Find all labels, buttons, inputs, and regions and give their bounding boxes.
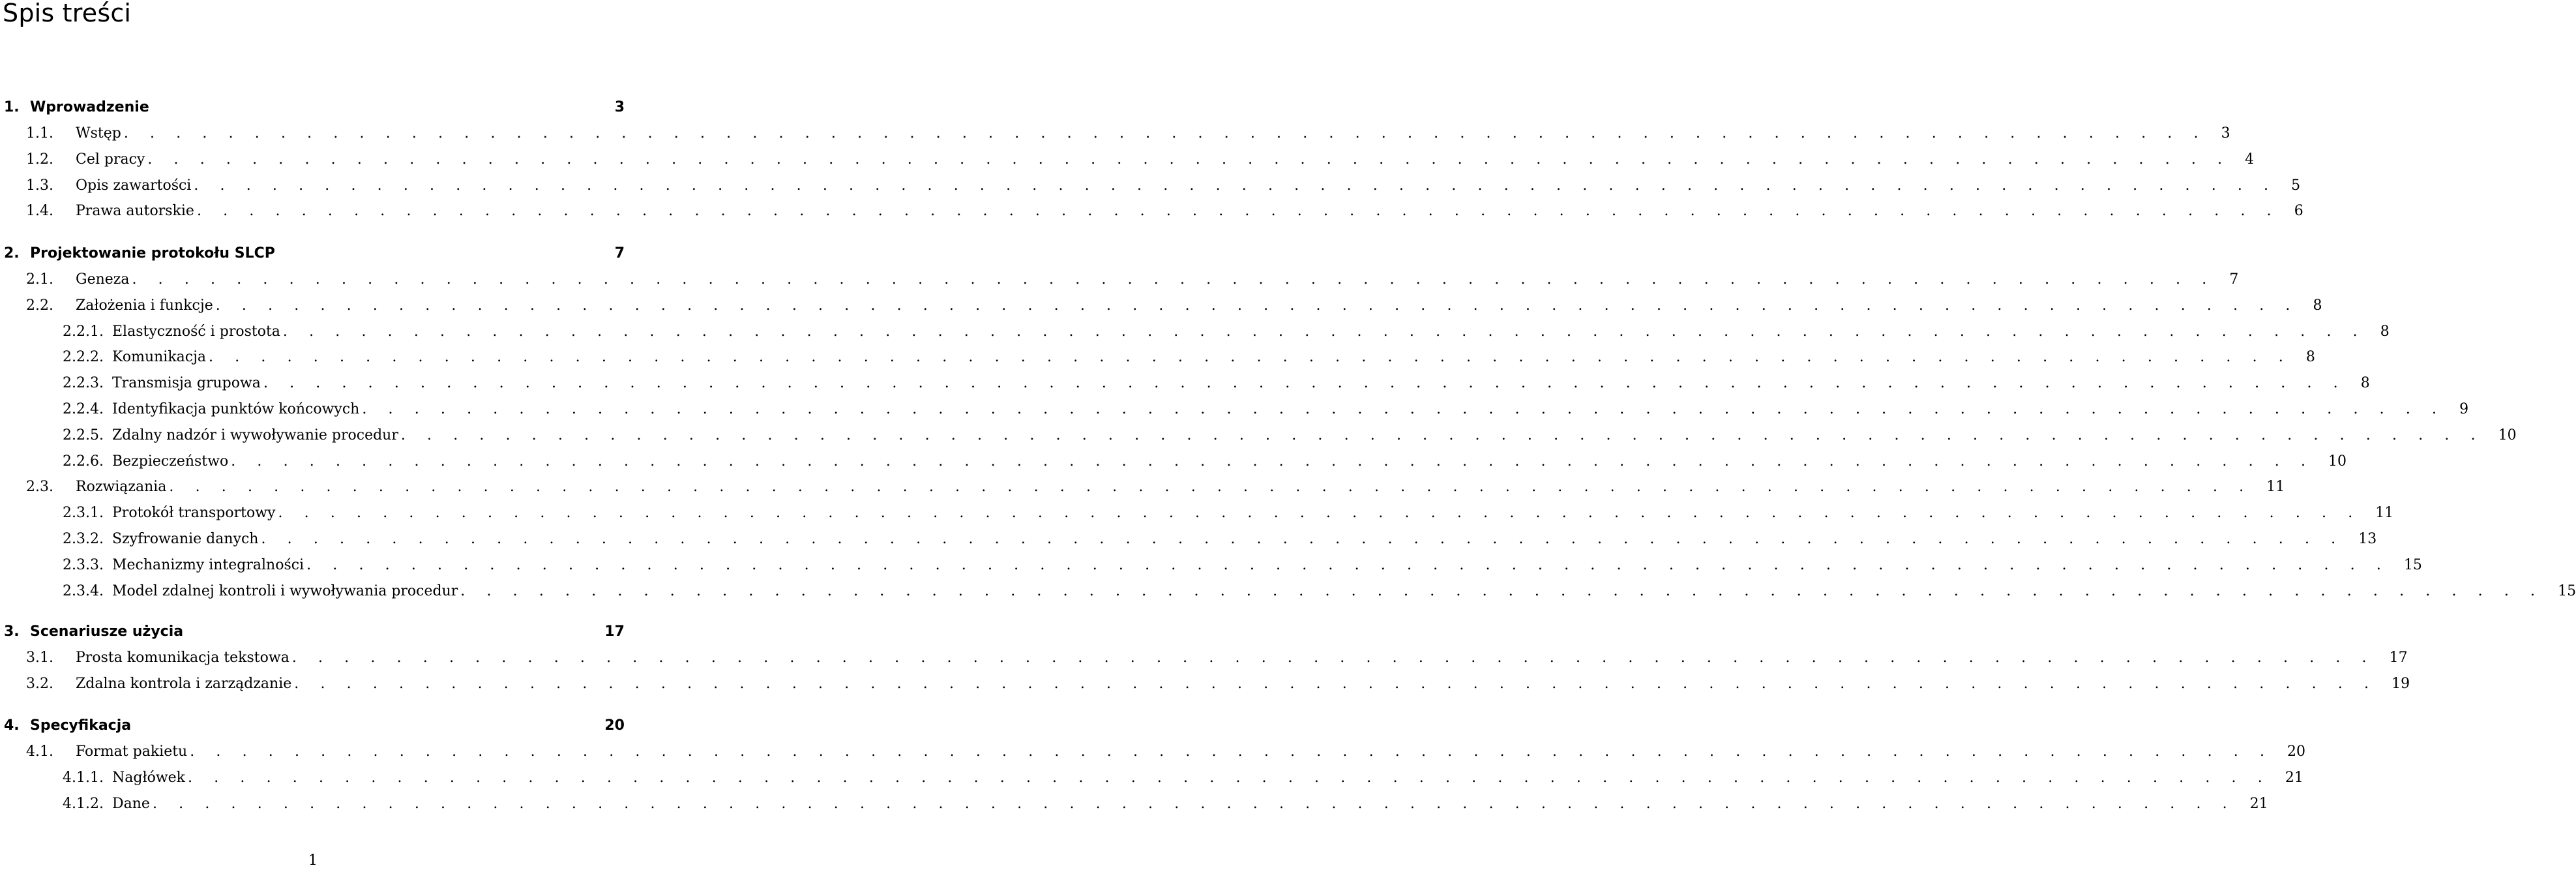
toc-subsection-entry[interactable] <box>63 530 2377 549</box>
entry-page-number: 11 <box>2266 479 2285 496</box>
entry-page-number: 8 <box>2305 349 2315 366</box>
page-number: 1 <box>308 852 318 869</box>
chapter-number: 3. <box>4 623 20 640</box>
dot-leader: . . . . . . . . . . . . . . . . . . . . . . . . . . . . . . . . . . . . . . . . . . . . . . . . . . . . . . . . . . . . . . . . . . . . . . . . . . . . . . . . <box>190 743 2273 760</box>
entry-page-number: 9 <box>2459 401 2469 417</box>
entry-title: Nagłówek <box>112 769 186 786</box>
entry-title: Bezpieczeństwo <box>112 453 229 470</box>
toc-subsection-entry[interactable] <box>63 322 2390 342</box>
dot-leader: . . . . . . . . . . . . . . . . . . . . . . . . . . . . . . . . . . . . . . . . . . . . . . . . . . . . . . . . . . . . . . . . . . . . . . . . . . . . . . . . <box>278 505 2361 522</box>
entry-page-number: 20 <box>2287 743 2306 760</box>
entry-page-number: 13 <box>2358 531 2377 547</box>
chapter-page-number: 20 <box>604 717 625 734</box>
entry-page-number: 15 <box>2403 556 2422 573</box>
entry-number: 2.1. <box>26 271 53 288</box>
entry-title: Opis zawartości <box>76 177 192 194</box>
entry-title: Wstęp <box>76 125 121 142</box>
toc-section-entry[interactable] <box>26 742 2306 762</box>
dot-leader: . . . . . . . . . . . . . . . . . . . . . . . . . . . . . . . . . . . . . . . . . . . . . . . . . . . . . . . . . . . . . . . . . . . . . . . . . . . . . . . . <box>132 271 2215 288</box>
entry-number: 3.1. <box>26 650 53 666</box>
toc-chapter-entry[interactable] <box>4 98 625 117</box>
entry-title: Rozwiązania <box>76 479 167 496</box>
entry-page-number: 8 <box>2313 297 2322 314</box>
entry-title: Identyfikacja punktów końcowych <box>112 401 360 417</box>
entry-page-number: 8 <box>2360 375 2370 392</box>
entry-number: 2.2.2. <box>63 349 104 366</box>
toc-chapter-entry[interactable] <box>4 244 625 263</box>
entry-page-number: 19 <box>2391 675 2410 692</box>
entry-title: Format pakietu <box>76 743 188 760</box>
toc-subsection-entry[interactable] <box>63 348 2315 367</box>
entry-page-number: 5 <box>2291 177 2301 194</box>
entry-title: Elastyczność i prostota <box>112 323 280 340</box>
entry-number: 2.3.1. <box>63 505 104 522</box>
dot-leader: . . . . . . . . . . . . . . . . . . . . . . . . . . . . . . . . . . . . . . . . . . . . . . . . . . . . . . . . . . . . . . . . . . . . . . . . . . . . . . . . <box>123 125 2207 142</box>
toc-subsection-entry[interactable] <box>63 400 2469 419</box>
dot-leader: . . . . . . . . . . . . . . . . . . . . . . . . . . . . . . . . . . . . . . . . . . . . . . . . . . . . . . . . . . . . . . . . . . . . . . . . . . . . . . . . <box>460 582 2544 599</box>
chapter-title: Wprowadzenie <box>30 99 149 115</box>
entry-page-number: 21 <box>2249 795 2268 812</box>
toc-subsection-entry[interactable] <box>63 768 2303 788</box>
entry-number: 2.3.4. <box>63 582 104 599</box>
chapter-title: Specyfikacja <box>30 717 132 734</box>
dot-leader: . . . . . . . . . . . . . . . . . . . . . . . . . . . . . . . . . . . . . . . . . . . . . . . . . . . . . . . . . . . . . . . . . . . . . . . . . . . . . . . . <box>169 479 2253 496</box>
toc-subsection-entry[interactable] <box>63 452 2347 472</box>
entry-page-number: 6 <box>2294 203 2303 220</box>
entry-page-number: 11 <box>2375 505 2394 522</box>
toc-section-entry[interactable] <box>26 150 2255 170</box>
toc-subsection-entry[interactable] <box>63 582 2576 601</box>
dot-leader: . . . . . . . . . . . . . . . . . . . . . . . . . . . . . . . . . . . . . . . . . . . . . . . . . . . . . . . . . . . . . . . . . . . . . . . . . . . . . . . . <box>261 531 2345 547</box>
entry-page-number: 21 <box>2285 769 2303 786</box>
entry-title: Transmisja grupowa <box>112 375 261 392</box>
chapter-number: 1. <box>4 99 20 115</box>
entry-number: 1.1. <box>26 125 53 142</box>
dot-leader: . . . . . . . . . . . . . . . . . . . . . . . . . . . . . . . . . . . . . . . . . . . . . . . . . . . . . . . . . . . . . . . . . . . . . . . . . . . . . . . . <box>152 795 2236 812</box>
entry-title: Zdalny nadzór i wywoływanie procedur <box>112 427 398 443</box>
dot-leader: . . . . . . . . . . . . . . . . . . . . . . . . . . . . . . . . . . . . . . . . . . . . . . . . . . . . . . . . . . . . . . . . . . . . . . . . . . . . . . . . <box>194 177 2277 194</box>
toc-chapter-entry[interactable] <box>4 622 625 642</box>
toc-subsection-entry[interactable] <box>63 374 2370 393</box>
toc-chapter-entry[interactable] <box>4 716 625 736</box>
entry-page-number: 15 <box>2558 582 2576 599</box>
toc-title: Spis treści <box>3 0 132 27</box>
chapter-page-number: 7 <box>614 245 625 262</box>
toc-section-entry[interactable] <box>26 674 2410 694</box>
entry-number: 4.1. <box>26 743 53 760</box>
entry-title: Model zdalnej kontroli i wywoływania procedur <box>112 582 458 599</box>
entry-page-number: 8 <box>2380 323 2390 340</box>
entry-title: Dane <box>112 795 150 812</box>
entry-page-number: 3 <box>2221 125 2230 142</box>
dot-leader: . . . . . . . . . . . . . . . . . . . . . . . . . . . . . . . . . . . . . . . . . . . . . . . . . . . . . . . . . . . . . . . . . . . . . . . . . . . . . . . . <box>231 453 2315 470</box>
chapter-title: Scenariusze użycia <box>30 623 184 640</box>
chapter-page-number: 3 <box>614 99 625 115</box>
entry-number: 1.2. <box>26 151 53 168</box>
toc-section-entry[interactable] <box>26 202 2303 221</box>
toc-subsection-entry[interactable] <box>63 426 2517 445</box>
toc-section-entry[interactable] <box>26 270 2239 290</box>
toc-section-entry[interactable] <box>26 176 2301 196</box>
entry-number: 1.3. <box>26 177 53 194</box>
entry-number: 2.3.2. <box>63 531 104 547</box>
entry-page-number: 10 <box>2498 427 2517 443</box>
entry-number: 2.2.5. <box>63 427 104 443</box>
chapter-number: 4. <box>4 717 20 734</box>
entry-number: 2.2.3. <box>63 375 104 392</box>
entry-number: 2.2.1. <box>63 323 104 340</box>
dot-leader: . . . . . . . . . . . . . . . . . . . . . . . . . . . . . . . . . . . . . . . . . . . . . . . . . . . . . . . . . . . . . . . . . . . . . . . . . . . . . . . . <box>209 349 2292 366</box>
dot-leader: . . . . . . . . . . . . . . . . . . . . . . . . . . . . . . . . . . . . . . . . . . . . . . . . . . . . . . . . . . . . . . . . . . . . . . . . . . . . . . . . <box>294 675 2378 692</box>
entry-title: Szyfrowanie danych <box>112 531 259 547</box>
dot-leader: . . . . . . . . . . . . . . . . . . . . . . . . . . . . . . . . . . . . . . . . . . . . . . . . . . . . . . . . . . . . . . . . . . . . . . . . . . . . . . . . <box>215 297 2299 314</box>
entry-number: 2.3.3. <box>63 556 104 573</box>
toc-section-entry[interactable] <box>26 124 2230 143</box>
entry-title: Prawa autorskie <box>76 203 194 220</box>
chapter-number: 2. <box>4 245 20 262</box>
entry-page-number: 10 <box>2328 453 2347 470</box>
dot-leader: . . . . . . . . . . . . . . . . . . . . . . . . . . . . . . . . . . . . . . . . . . . . . . . . . . . . . . . . . . . . . . . . . . . . . . . . . . . . . . . . <box>188 769 2271 786</box>
entry-title: Geneza <box>76 271 130 288</box>
entry-title: Prosta komunikacja tekstowa <box>76 650 289 666</box>
entry-page-number: 17 <box>2389 650 2408 666</box>
entry-number: 4.1.2. <box>63 795 104 812</box>
chapter-page-number: 17 <box>604 623 625 640</box>
toc-section-entry[interactable] <box>26 648 2408 668</box>
entry-number: 4.1.1. <box>63 769 104 786</box>
dot-leader: . . . . . . . . . . . . . . . . . . . . . . . . . . . . . . . . . . . . . . . . . . . . . . . . . . . . . . . . . . . . . . . . . . . . . . . . . . . . . . . . <box>306 556 2390 573</box>
toc-section-entry[interactable] <box>26 477 2285 497</box>
entry-number: 2.2. <box>26 297 53 314</box>
dot-leader: . . . . . . . . . . . . . . . . . . . . . . . . . . . . . . . . . . . . . . . . . . . . . . . . . . . . . . . . . . . . . . . . . . . . . . . . . . . . . . . . <box>291 650 2375 666</box>
entry-number: 3.2. <box>26 675 53 692</box>
entry-title: Założenia i funkcje <box>76 297 213 314</box>
entry-page-number: 7 <box>2229 271 2239 288</box>
dot-leader: . . . . . . . . . . . . . . . . . . . . . . . . . . . . . . . . . . . . . . . . . . . . . . . . . . . . . . . . . . . . . . . . . . . . . . . . . . . . . . . . <box>400 427 2484 443</box>
toc-subsection-entry[interactable] <box>63 556 2422 575</box>
dot-leader: . . . . . . . . . . . . . . . . . . . . . . . . . . . . . . . . . . . . . . . . . . . . . . . . . . . . . . . . . . . . . . . . . . . . . . . . . . . . . . . . <box>263 375 2347 392</box>
chapter-title: Projektowanie protokołu SLCP <box>30 245 275 262</box>
entry-title: Zdalna kontrola i zarządzanie <box>76 675 292 692</box>
dot-leader: . . . . . . . . . . . . . . . . . . . . . . . . . . . . . . . . . . . . . . . . . . . . . . . . . . . . . . . . . . . . . . . . . . . . . . . . . . . . . . . . <box>282 323 2366 340</box>
entry-title: Protokół transportowy <box>112 505 276 522</box>
entry-number: 2.2.6. <box>63 453 104 470</box>
entry-number: 2.3. <box>26 479 53 496</box>
toc-section-entry[interactable] <box>26 296 2322 316</box>
entry-number: 2.2.4. <box>63 401 104 417</box>
dot-leader: . . . . . . . . . . . . . . . . . . . . . . . . . . . . . . . . . . . . . . . . . . . . . . . . . . . . . . . . . . . . . . . . . . . . . . . . . . . . . . . . <box>147 151 2231 168</box>
entry-title: Cel pracy <box>76 151 145 168</box>
entry-page-number: 4 <box>2245 151 2255 168</box>
dot-leader: . . . . . . . . . . . . . . . . . . . . . . . . . . . . . . . . . . . . . . . . . . . . . . . . . . . . . . . . . . . . . . . . . . . . . . . . . . . . . . . . <box>196 203 2280 220</box>
toc-subsection-entry[interactable] <box>63 503 2394 523</box>
entry-number: 1.4. <box>26 203 53 220</box>
entry-title: Mechanizmy integralności <box>112 556 304 573</box>
toc-subsection-entry[interactable] <box>63 794 2268 814</box>
entry-title: Komunikacja <box>112 349 207 366</box>
dot-leader: . . . . . . . . . . . . . . . . . . . . . . . . . . . . . . . . . . . . . . . . . . . . . . . . . . . . . . . . . . . . . . . . . . . . . . . . . . . . . . . . <box>362 401 2446 417</box>
